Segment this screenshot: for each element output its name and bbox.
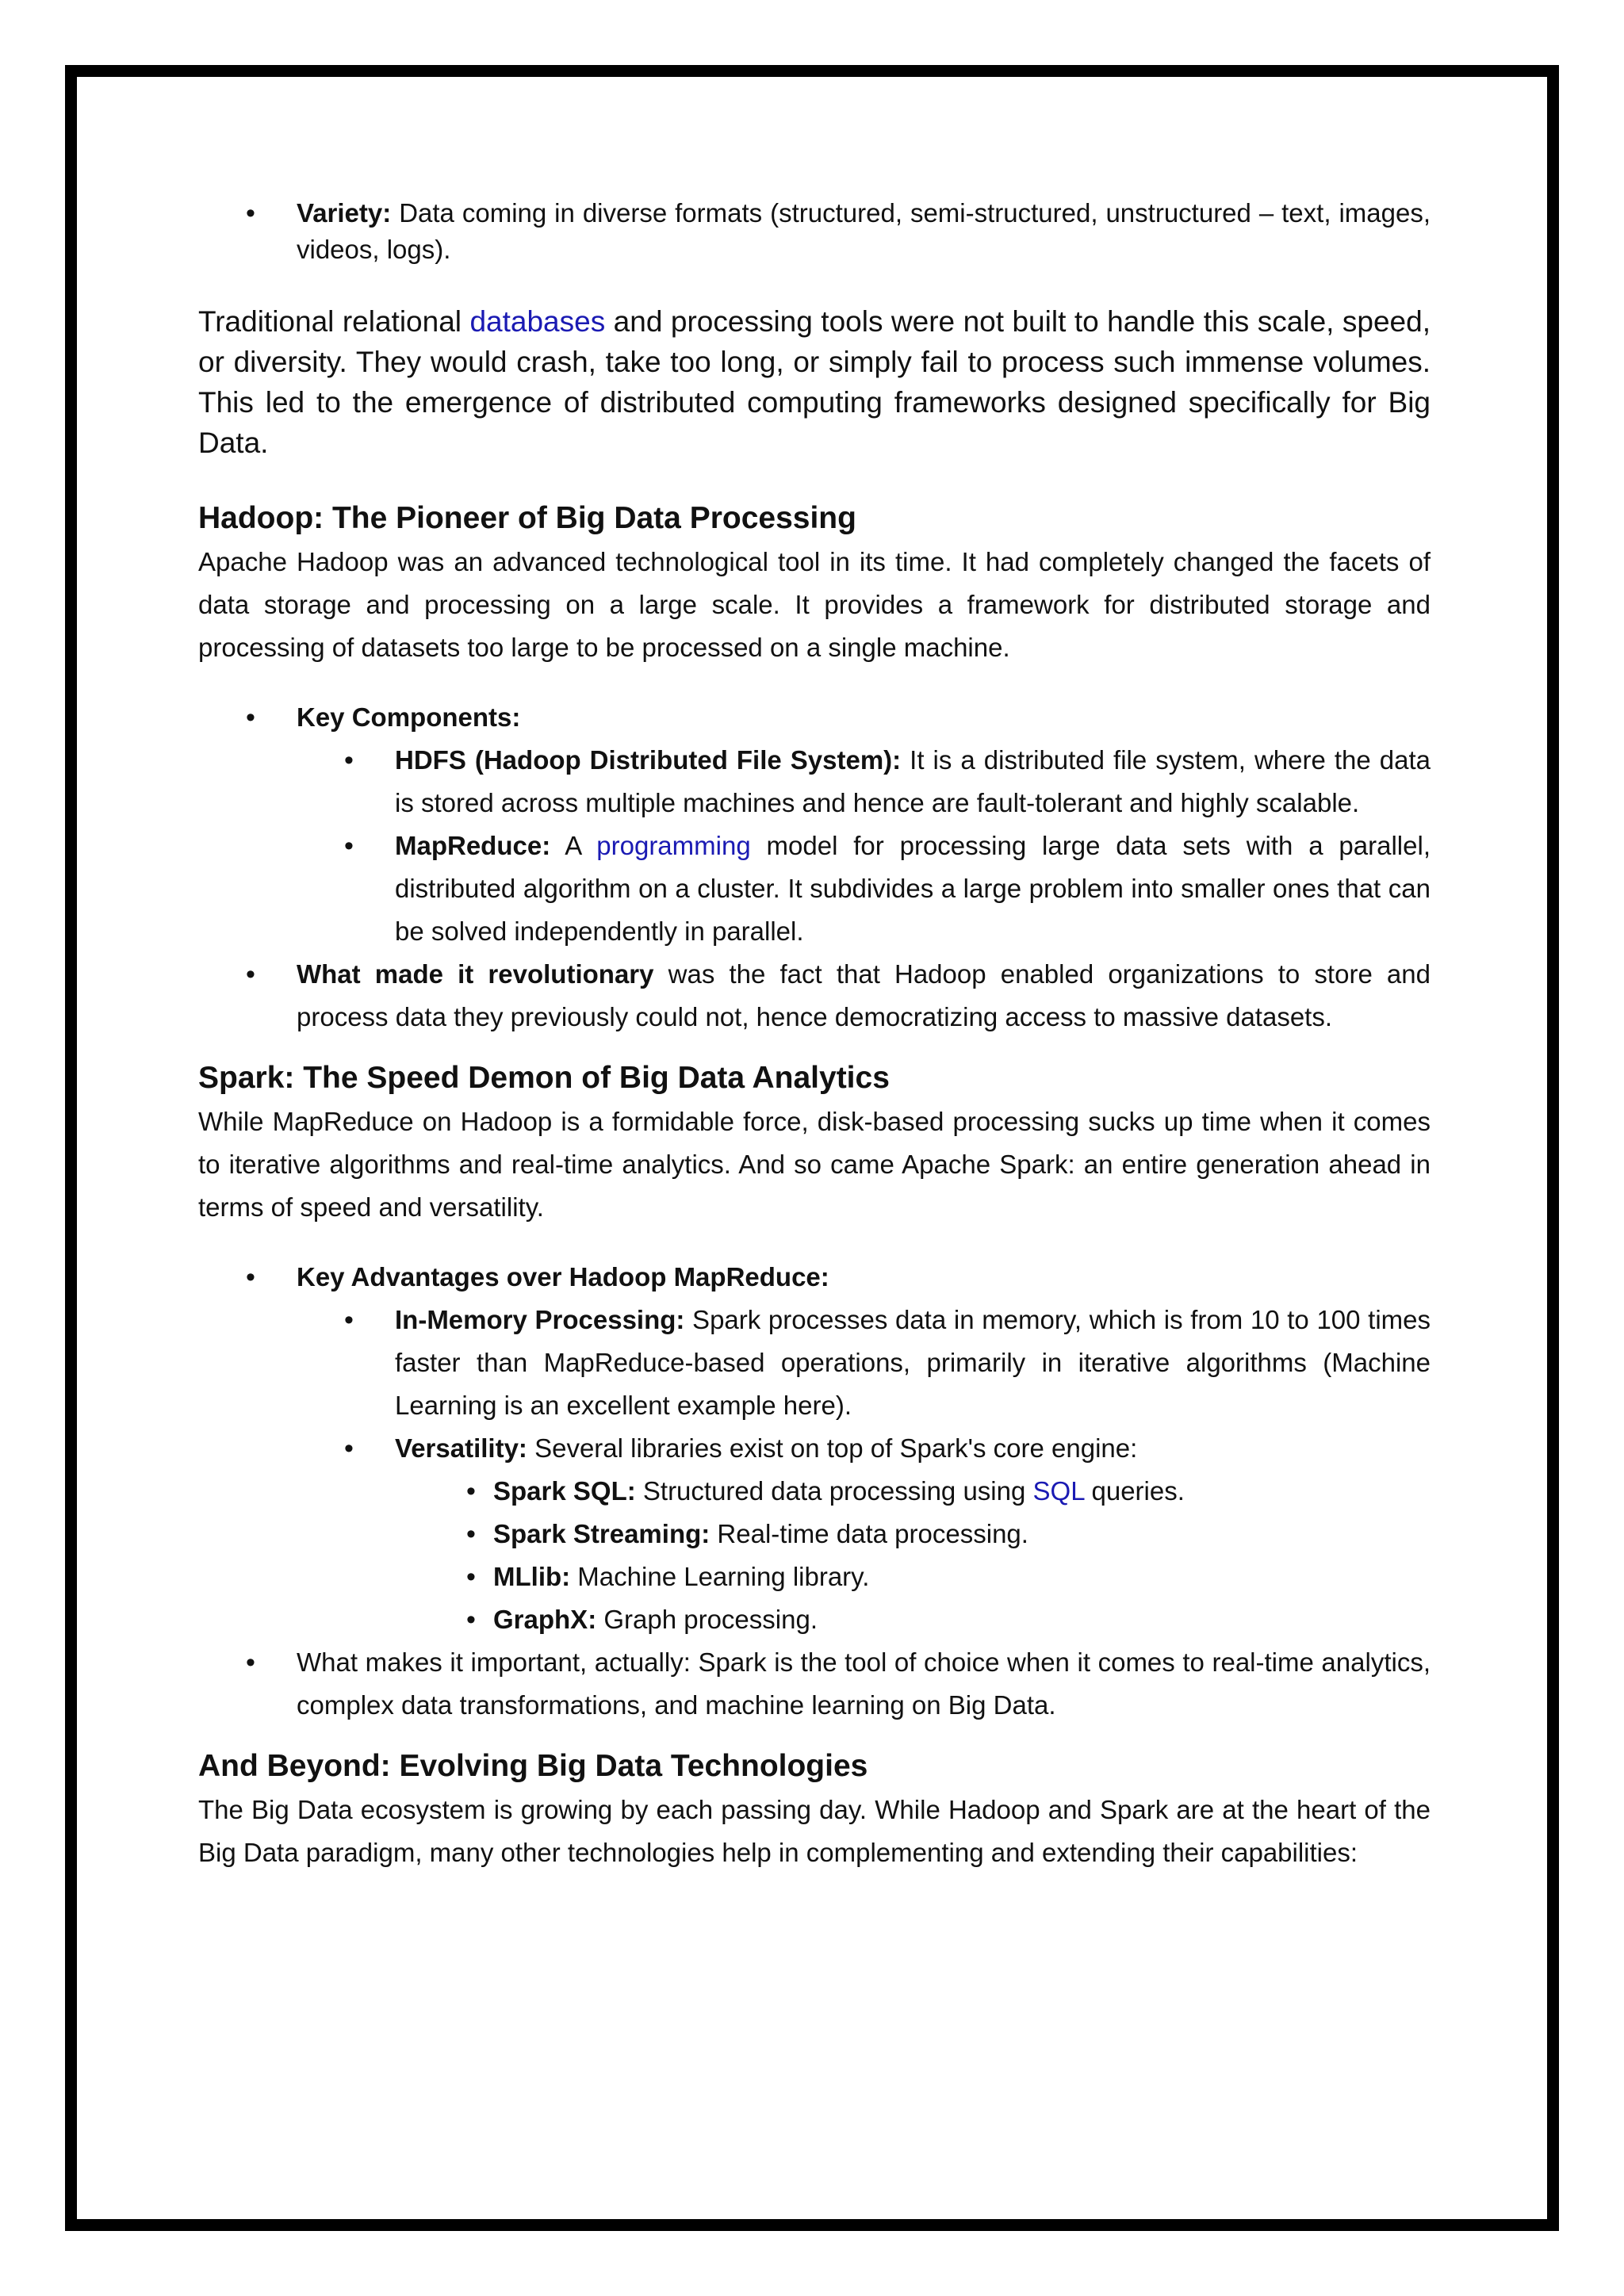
spark-streaming-label: Spark Streaming: — [493, 1519, 710, 1548]
hadoop-heading: Hadoop: The Pioneer of Big Data Processing — [198, 501, 856, 535]
versatility-item — [198, 1427, 1431, 1470]
mapreduce-text-a: A — [550, 831, 597, 860]
spark-sql-item — [198, 1470, 1431, 1513]
hdfs-text: It is a distributed file system, where the data is stored across multiple machines and hence are fault-tolerant and highly scalable. — [395, 745, 1431, 817]
spark-intro: While MapReduce on Hadoop is a formidable force, disk-based processing sucks up time when it comes to iterative algorithms and real-time analytics. And so came Apache Spark: an entire generation ahead in terms of speed and versatility. — [198, 1107, 1431, 1222]
important-text: What makes it important, actually: Spark is the tool of choice when it comes to real-time analytics, complex data transformations, and machine learning on Big Data. — [297, 1647, 1431, 1720]
inmemory-item — [198, 1299, 1431, 1427]
graphx-label: GraphX: — [493, 1605, 597, 1634]
programming-link[interactable]: programming — [596, 831, 751, 860]
inmemory-label: In-Memory Processing: — [395, 1305, 685, 1334]
hadoop-intro: Apache Hadoop was an advanced technological tool in its time. It had completely changed the facets of data storage and processing on a large scale. It provides a framework for distributed storage and processing of datasets too large to be processed on a single machine. — [198, 547, 1431, 662]
spark-streaming-item — [198, 1513, 1431, 1556]
sql-link[interactable]: SQL — [1032, 1476, 1085, 1506]
mllib-text: Machine Learning library. — [570, 1562, 870, 1591]
traditional-text-b: and processing tools were not built to handle this scale, speed, or diversity. They would crash, take too long, or simply fail to process such immense volumes. This led to the emergence of distributed computing frameworks designed specifically for Big Data. — [198, 305, 1431, 459]
versatility-text: Several libraries exist on top of Spark's core engine: — [527, 1433, 1138, 1463]
advantages-item — [198, 1256, 1431, 1299]
beyond-heading: And Beyond: Evolving Big Data Technologies — [198, 1749, 868, 1783]
hdfs-label: HDFS (Hadoop Distributed File System): — [395, 745, 902, 775]
traditional-paragraph — [198, 301, 1431, 463]
graphx-item — [198, 1598, 1431, 1641]
mllib-label: MLlib: — [493, 1562, 571, 1591]
mapreduce-label: MapReduce: — [395, 831, 551, 860]
versatility-label: Versatility: — [395, 1433, 527, 1463]
key-components-item — [198, 696, 1431, 739]
spark-heading: Spark: The Speed Demon of Big Data Analytics — [198, 1061, 890, 1095]
variety-list — [198, 195, 1431, 268]
mapreduce-item — [198, 825, 1431, 953]
spark-sql-text-a: Structured data processing using — [635, 1476, 1033, 1506]
mapreduce-text-b: model for processing large data sets with a parallel, distributed algorithm on a cluster. It subdivides a large problem into smaller ones that can be solved independently in parallel. — [395, 831, 1431, 946]
traditional-text-a: Traditional relational — [198, 305, 470, 338]
key-components-label: Key Components: — [297, 702, 521, 732]
spark-streaming-text: Real-time data processing. — [710, 1519, 1028, 1548]
important-item — [198, 1641, 1431, 1727]
revolutionary-item — [198, 953, 1431, 1039]
revolutionary-label: What made it revolutionary — [297, 959, 654, 989]
mllib-item — [198, 1556, 1431, 1598]
variety-text: Data coming in diverse formats (structured, semi-structured, unstructured – text, images, videos, logs). — [297, 198, 1431, 264]
hdfs-item — [198, 739, 1431, 825]
advantages-label: Key Advantages over Hadoop MapReduce: — [297, 1262, 829, 1292]
inmemory-text: Spark processes data in memory, which is from 10 to 100 times faster than MapReduce-based operations, primarily in iterative algorithms (Machine Learning is an excellent example here). — [395, 1305, 1431, 1420]
spark-list — [198, 1256, 1431, 1727]
variety-label: Variety: — [297, 198, 392, 228]
revolutionary-text: was the fact that Hadoop enabled organizations to store and process data they previously could not, hence democratizing access to massive datasets. — [297, 959, 1431, 1031]
hadoop-list — [198, 696, 1431, 1039]
spark-sql-text-b: queries. — [1084, 1476, 1185, 1506]
document-body — [198, 195, 1431, 1874]
graphx-text: Graph processing. — [596, 1605, 818, 1634]
databases-link[interactable]: databases — [469, 305, 606, 338]
spark-sql-label: Spark SQL: — [493, 1476, 636, 1506]
variety-item — [198, 195, 1431, 268]
beyond-intro: The Big Data ecosystem is growing by each passing day. While Hadoop and Spark are at the heart of the Big Data paradigm, many other technologies help in complementing and extending their capabilities: — [198, 1795, 1431, 1867]
